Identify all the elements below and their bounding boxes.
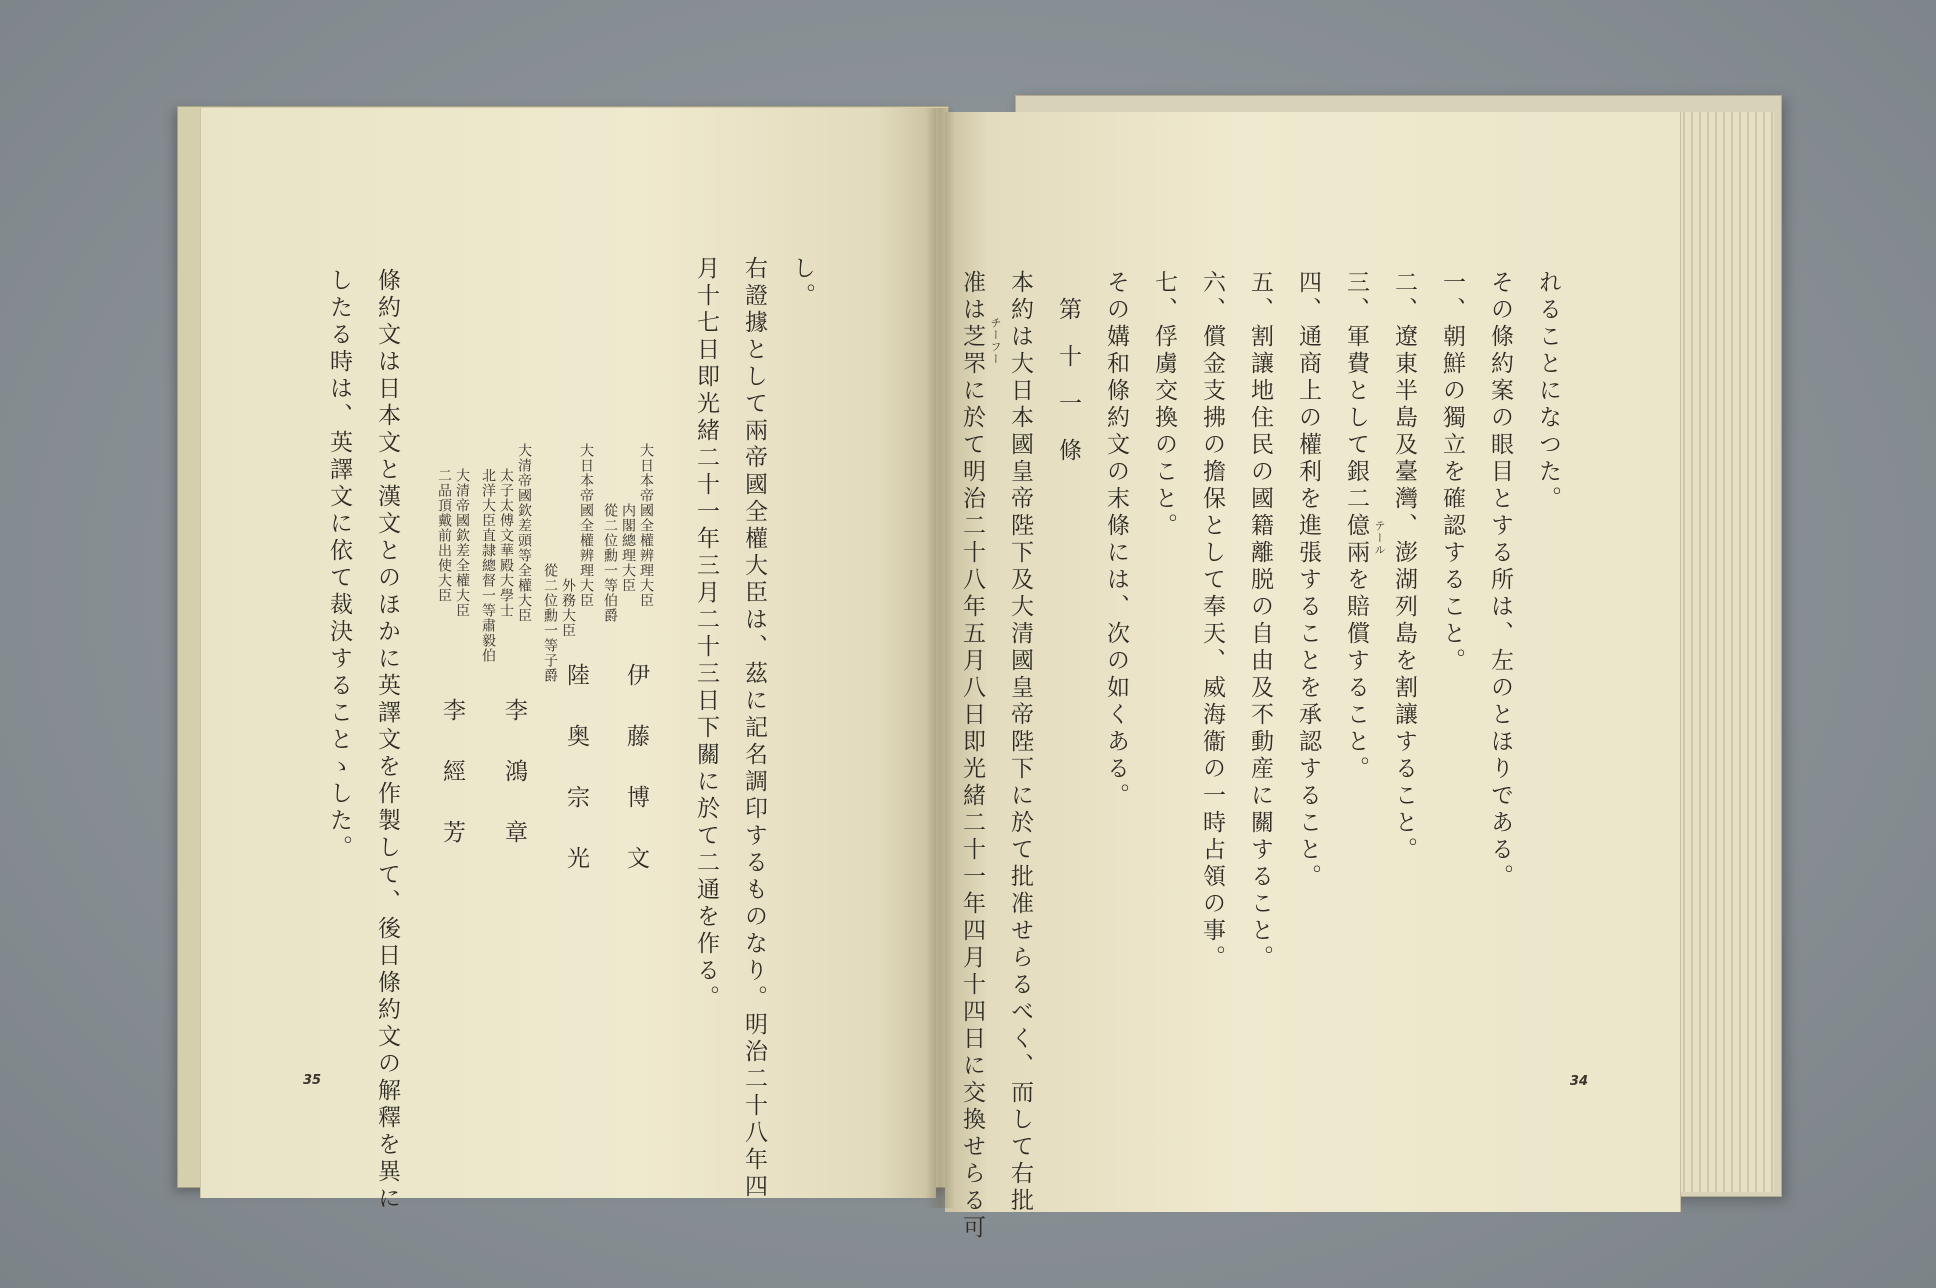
text-line: 二、遼東半島及臺灣、澎湖列島を割讓すること。	[1391, 270, 1417, 864]
text-line: し。	[789, 256, 815, 310]
text-line: 條約文は日本文と漢文とのほかに英譯文を作製して、後日條約文の解釋を異に	[374, 268, 400, 1213]
signatory-title: 大日本帝國全權辨理大臣	[578, 443, 594, 608]
text-line: その條約案の眼目とする所は、左のとほりである。	[1487, 270, 1513, 891]
text-line: 月十七日即光緒二十一年三月二十三日下關に於て二通を作る。	[693, 256, 719, 1012]
text-line: 六、償金支拂の擔保として奉天、威海衞の一時占領の事。	[1199, 270, 1225, 972]
ruby-annotation: テール	[1373, 520, 1386, 556]
text-line: 三、軍費として銀二億兩を賠償すること。	[1343, 270, 1369, 783]
text-line: したる時は、英譯文に依て裁決することゝした。	[326, 268, 352, 862]
article-heading: 第十一條	[1055, 297, 1081, 485]
page-34	[945, 112, 1681, 1242]
signatory-title: 大清帝國欽差頭等全權大臣	[516, 443, 532, 623]
signatory-title: 大日本帝國全權辨理大臣	[638, 443, 654, 608]
text-line: 七、俘虜交換のこと。	[1151, 270, 1177, 540]
text-line: 四、通商上の權利を進張することを承認すること。	[1295, 270, 1321, 891]
signatory-title: 内閣總理大臣	[620, 503, 636, 593]
signatory-name: 陸奥宗光	[563, 663, 589, 907]
signatory-name: 李鴻章	[501, 698, 527, 881]
page-edges	[1668, 112, 1774, 1192]
signatory-title: 二品頂戴前出使大臣	[436, 468, 452, 603]
signatory-title: 北洋大臣直隷總督一等肅毅伯	[480, 468, 496, 663]
text-line: 右證據として兩帝國全權大臣は、茲に記名調印するものなり。明治二十八年四	[741, 256, 767, 1201]
page-number: 34	[1569, 1074, 1588, 1089]
signatory-title: 從二位勳一等伯爵	[602, 503, 618, 623]
signatory-name: 伊藤博文	[623, 663, 649, 907]
signatory-title: 從二位勳一等子爵	[542, 563, 558, 683]
text-line: れることになつた。	[1535, 270, 1561, 513]
signatory-name: 李經芳	[439, 698, 465, 881]
page-35	[200, 108, 936, 1213]
text-line: 本約は大日本國皇帝陛下及大清國皇帝陛下に於て批准せらるべく、而して右批	[1007, 270, 1033, 1215]
book-gutter	[925, 108, 955, 1208]
page-number: 35	[303, 1073, 322, 1088]
text-line: その媾和條約文の末條には、次の如くある。	[1103, 270, 1129, 810]
signatory-title: 外務大臣	[560, 578, 576, 638]
text-line: 一、朝鮮の獨立を確認すること。	[1439, 270, 1465, 675]
signatory-title: 太子太傅文華殿大學士	[498, 468, 514, 618]
text-line: 准は芝罘に於て明治二十八年五月八日即光緒二十一年四月十四日に交換せらる可	[959, 270, 985, 1242]
signatory-title: 大清帝國欽差全權大臣	[454, 468, 470, 618]
text-line: 五、割讓地住民の國籍離脱の自由及不動産に關すること。	[1247, 270, 1273, 972]
ruby-annotation: チーフー	[989, 317, 1002, 365]
